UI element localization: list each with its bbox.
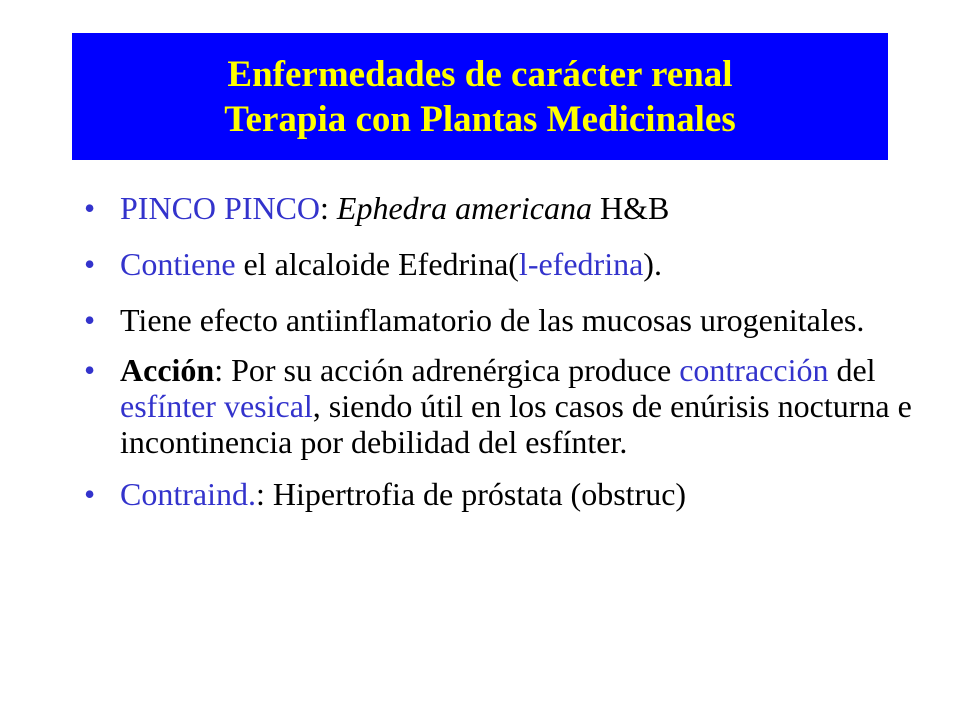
plant-name: PINCO PINCO — [120, 190, 321, 226]
bullet-dot-icon: • — [84, 302, 96, 338]
highlight-text: esfínter vesical — [120, 388, 313, 424]
highlight-text: contracción — [679, 352, 829, 388]
text-segment: : Hipertrofia de próstata (obstruc) — [255, 476, 687, 512]
text-segment: H&B — [591, 190, 670, 226]
text-segment: , siendo útil en los casos de enúrisis nocturna e incontinencia por debilidad del esfínter. — [120, 388, 912, 460]
bullet-item-contraind — [84, 476, 914, 512]
text-segment: del — [828, 352, 876, 388]
highlight-text: Contiene — [120, 246, 236, 282]
text-segment: : Por su acción adrenérgica produce — [214, 352, 680, 388]
bullet-dot-icon: • — [84, 476, 96, 512]
text-segment: Tiene efecto antiinflamatorio de las mucosas urogenitales. — [120, 302, 865, 338]
highlight-text: Contraind. — [120, 476, 256, 512]
highlight-text: l-efedrina — [518, 246, 644, 282]
bullet-item-efecto — [84, 302, 914, 338]
bullet-dot-icon: • — [84, 352, 96, 388]
section-label: Acción — [120, 352, 215, 388]
text-segment: el alcaloide Efedrina( — [235, 246, 519, 282]
bullet-item-pinco — [84, 190, 914, 226]
scientific-name: Ephedra americana — [336, 190, 592, 226]
bullet-dot-icon: • — [84, 190, 96, 226]
text-segment: ). — [643, 246, 662, 282]
bullet-item-contiene — [84, 246, 914, 282]
title-banner — [72, 33, 888, 160]
text-segment: : — [320, 190, 337, 226]
bullet-dot-icon: • — [84, 246, 96, 282]
slide-title-line-2: Terapia con Plantas Medicinales — [224, 98, 736, 140]
bullet-list — [84, 190, 914, 532]
slide-title-line-1: Enfermedades de carácter renal — [227, 53, 733, 95]
bullet-item-accion — [84, 352, 914, 460]
